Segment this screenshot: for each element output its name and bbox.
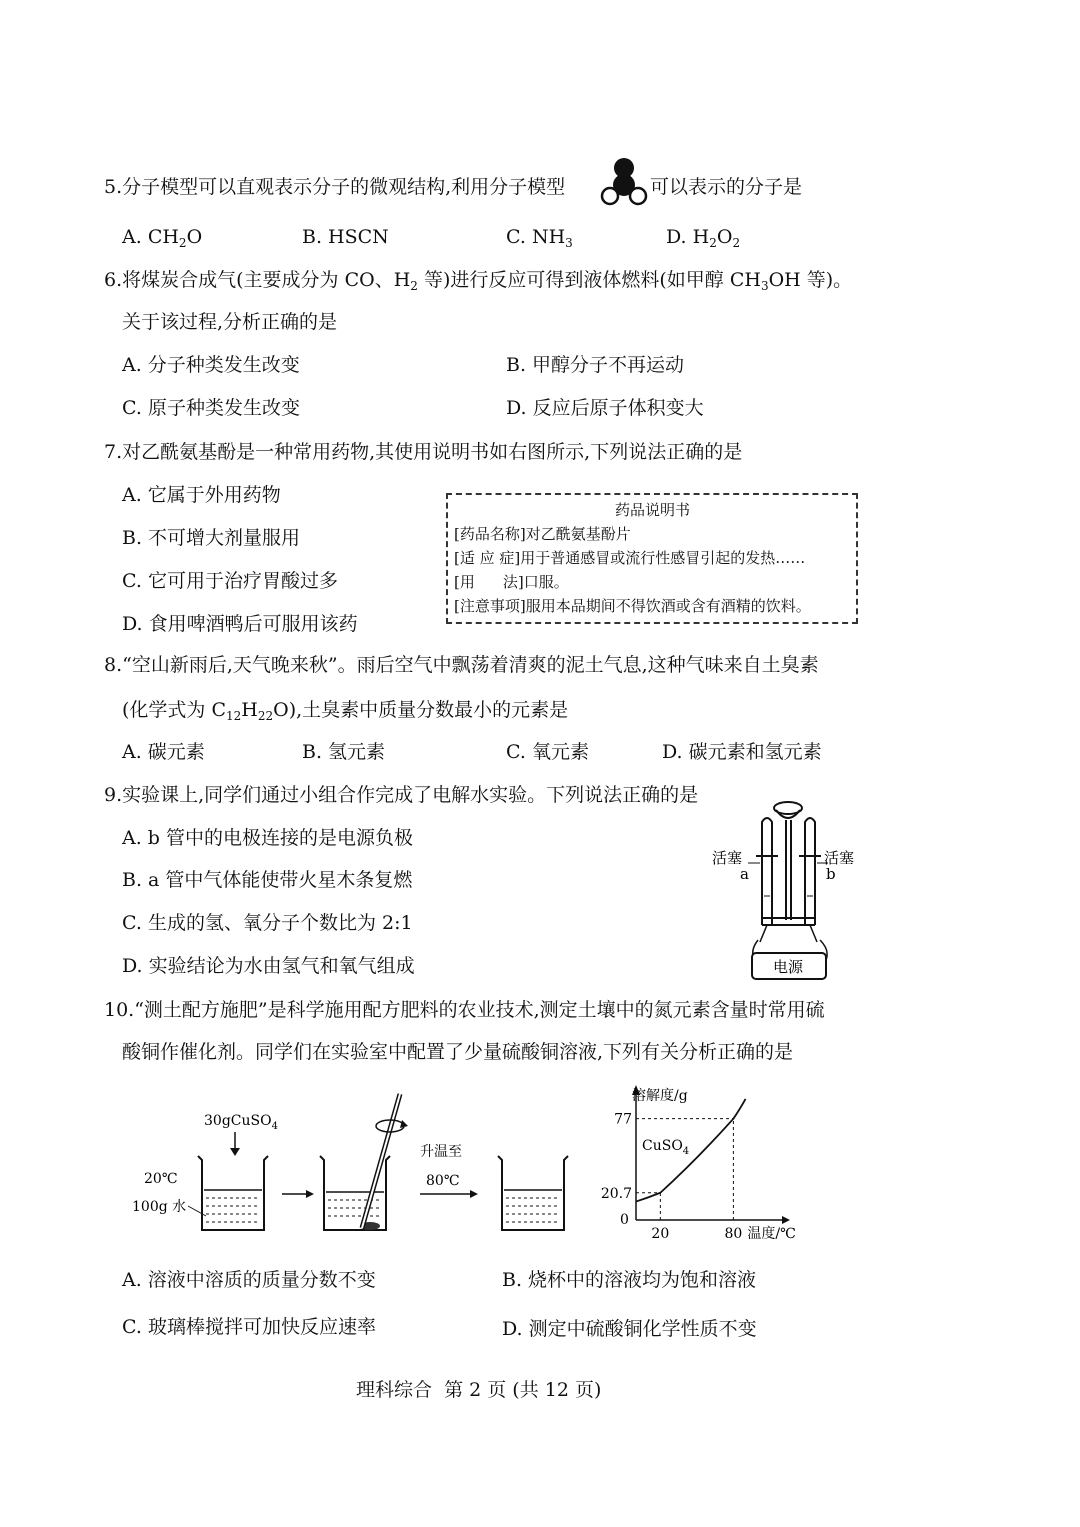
y-tick-label-20-7: 20.7 [600, 1185, 632, 1202]
q7-option-d[interactable]: D. 食用啤酒鸭后可服用该药 [122, 613, 358, 635]
left-tube-top [762, 818, 772, 830]
label-temperature: 20℃ [144, 1171, 178, 1187]
right-wire [810, 925, 817, 942]
y-axis-label: 溶解度/g [632, 1088, 688, 1104]
q8-option-a[interactable]: A. 碳元素 [122, 741, 205, 763]
q10-option-c[interactable]: C. 玻璃棒搅拌可加快反应速率 [122, 1316, 376, 1338]
q7-option-b[interactable]: B. 不可增大剂量服用 [122, 527, 301, 549]
q7-stem: 7.对乙酰氨基酚是一种常用药物,其使用说明书如右图所示,下列说法正确的是 [104, 441, 743, 463]
q10-stem-line2: 酸铜作催化剂。同学们在实验室中配置了少量硫酸铜溶液,下列有关分析正确的是 [122, 1041, 794, 1063]
x-axis-label: 温度/℃ [747, 1226, 796, 1240]
q5-option-a[interactable]: A. $CH_2O$ [122, 226, 203, 250]
series-label-cuso4: CuSO$_4$ [642, 1138, 690, 1157]
q8-option-c[interactable]: C. 氧元素 [506, 741, 589, 763]
q8-option-d[interactable]: D. 碳元素和氢元素 [662, 741, 822, 763]
label-water: 100g 水 [132, 1199, 187, 1215]
q5-stem: 5.分子模型可以直观表示分子的微观结构,利用分子模型 [104, 176, 566, 198]
label-heat: 升温至 [420, 1144, 462, 1160]
beaker-3 [498, 1156, 568, 1230]
label-tube-b: b [826, 865, 836, 883]
leaflet-drug-name: [药品名称]对乙酰氨基酚片 [454, 525, 631, 543]
leaflet-indication: [适 应 症]用于普通感冒或流行性感冒引起的发热…… [454, 549, 806, 567]
electrolysis-apparatus [700, 800, 880, 985]
q5-option-b[interactable]: B. HSCN [302, 226, 389, 248]
right-small-atom [630, 188, 646, 204]
leaflet-usage: [用 法]口服。 [454, 573, 569, 591]
label-power: 电源 [773, 958, 804, 976]
q6-option-a[interactable]: A. 分子种类发生改变 [122, 354, 300, 376]
q7-option-a[interactable]: A. 它属于外用药物 [122, 484, 281, 506]
q9-option-d[interactable]: D. 实验结论为水由氢气和氧气组成 [122, 955, 415, 977]
q5-number: 5. [104, 176, 123, 198]
q6-option-d[interactable]: D. 反应后原子体积变大 [506, 397, 704, 419]
q5-option-c[interactable]: C. $NH_3$ [506, 226, 573, 250]
leaflet-notice: [注意事项]服用本品期间不得饮酒或含有酒精的饮料。 [454, 597, 811, 615]
x-tick-label-20: 20 [651, 1226, 670, 1240]
q8-stem-line2: (化学式为 $C_{12}H_{22}O$),土臭素中质量分数最小的元素是 [122, 699, 569, 723]
drug-leaflet-box [446, 493, 858, 624]
y-tick-label-77: 77 [614, 1111, 632, 1128]
q8-option-b[interactable]: B. 氢元素 [302, 741, 386, 763]
q5-stem-tail: 可以表示的分子是 [650, 176, 803, 198]
q6-option-c[interactable]: C. 原子种类发生改变 [122, 397, 300, 419]
arrow-add-solute-icon [230, 1148, 240, 1156]
molecule-model-icon [600, 155, 648, 209]
left-small-atom [602, 188, 618, 204]
q10-option-b[interactable]: B. 烧杯中的溶液均为饱和溶液 [502, 1269, 757, 1291]
q10-option-d[interactable]: D. 测定中硫酸铜化学性质不变 [502, 1318, 757, 1340]
left-wire [760, 925, 767, 942]
q6-stem-line1: 6.将煤炭合成气(主要成分为 CO、$H_2$ 等)进行反应可得到液体燃料(如甲醇 $CH_3OH$ 等)。 [104, 269, 853, 293]
right-tube-top [805, 818, 815, 830]
q10-option-a[interactable]: A. 溶液中溶质的质量分数不变 [122, 1269, 376, 1291]
label-solute: 30gCuSO$_4$ [204, 1113, 278, 1132]
q5-option-d[interactable]: D. $H_2O_2$ [666, 226, 741, 250]
label-valve-right: 活塞 [824, 849, 855, 867]
q9-stem: 9.实验课上,同学们通过小组合作完成了电解水实验。下列说法正确的是 [104, 784, 699, 806]
x-axis-arrow-icon [782, 1216, 790, 1224]
label-tube-a: a [740, 865, 749, 883]
beaker-1 [198, 1156, 268, 1230]
label-heat-temp: 80℃ [426, 1173, 460, 1189]
page-footer: 理科综合 第 2 页 (共 12 页) [356, 1379, 602, 1401]
q8-stem-line1: 8.“空山新雨后,天气晚来秋”。雨后空气中飘荡着清爽的泥土气息,这种气味来自土臭素 [104, 654, 819, 676]
q6-option-b[interactable]: B. 甲醇分子不再运动 [506, 354, 685, 376]
label-valve-left: 活塞 [712, 849, 743, 867]
q10-stem-line1: 10.“测土配方施肥”是科学施用配方肥料的农业技术,测定土壤中的氮元素含量时常用硫 [104, 999, 825, 1021]
q6-stem-line2: 关于该过程,分析正确的是 [122, 311, 338, 333]
solubility-chart [596, 1080, 796, 1240]
leaflet-title: 药品说明书 [615, 501, 691, 519]
q9-option-a[interactable]: A. b 管中的电极连接的是电源负极 [122, 827, 414, 849]
x-tick-label-80: 80 [724, 1226, 743, 1240]
q9-option-b[interactable]: B. a 管中气体能使带火星木条复燃 [122, 869, 413, 891]
q9-option-c[interactable]: C. 生成的氢、氧分子个数比为 2:1 [122, 912, 413, 934]
origin-label: 0 [620, 1212, 629, 1228]
q7-option-c[interactable]: C. 它可用于治疗胃酸过多 [122, 570, 338, 592]
dissolution-process-diagram [130, 1090, 590, 1250]
